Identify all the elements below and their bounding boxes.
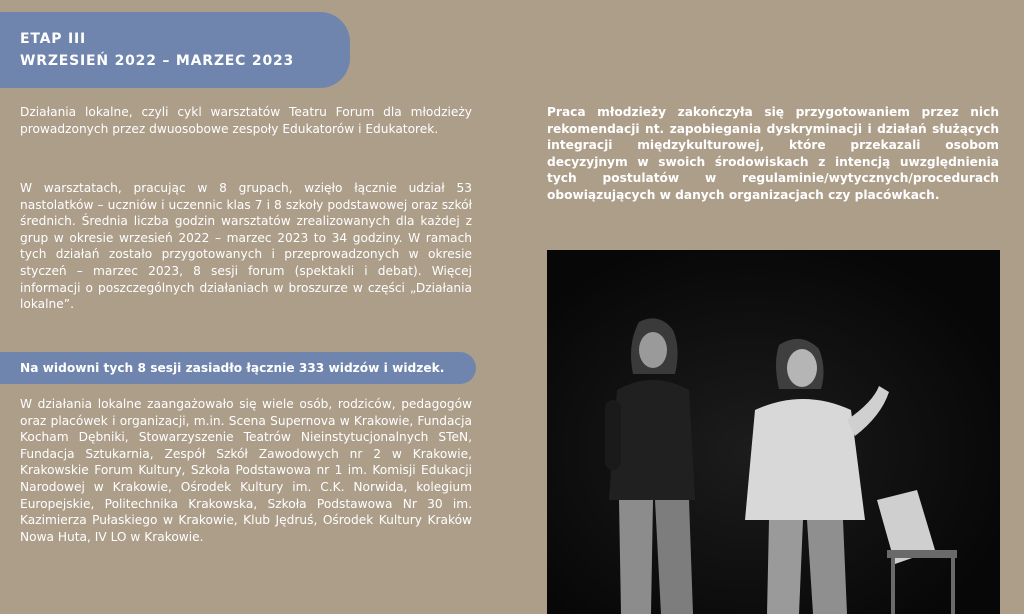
audience-highlight xyxy=(0,352,476,384)
intro-paragraph: Działania lokalne, czyli cykl warsztatów Teatru Forum dla młodzieży prowadzonych przez dwuosobowe zespoły Edukatorów i Edukatorek. xyxy=(20,105,472,136)
theatre-photo xyxy=(547,250,1000,614)
summary-paragraph: Praca młodzieży zakończyła się przygotowaniem przez nich rekomendacji nt. zapobiegania dyskryminacji i działań służących integracji międzykulturowej, które przekazali osobom decyzyjnym w swoich środowiskach z intencją uwzględnienia tych postulatów w regulaminie/wytycznych/procedurach obowiązujących w danych organizacjach czy placówkach. xyxy=(547,105,999,202)
date-range: WRZESIEŃ 2022 – MARZEC 2023 xyxy=(20,53,295,69)
audience-highlight-text: Na widowni tych 8 sesji zasiadło łącznie 333 widzów i widzek. xyxy=(20,361,445,375)
right-column-summary xyxy=(547,104,999,204)
workshops-paragraph: W warsztatach, pracując w 8 grupach, wzięło łącznie udział 53 nastolatków – uczniów i uczennic klas 7 i 8 szkoły podstawowej oraz szkół średnich. Średnia liczba godzin warsztatów zrealizowanych dla każdej z grup w okresie wrzesień 2022 – marzec 2023 to 34 godziny. W ramach tych działań zostało przygotowanych i przeprowadzonych w okresie styczeń – marzec 2023, 8 sesji forum (spektakli i debat). Więcej informacji o poszczególnych działaniach w broszurze w części „Działania lokalne”. xyxy=(20,181,472,312)
left-column-intro xyxy=(20,104,472,137)
stage-label: ETAP III xyxy=(20,31,87,47)
partners-paragraph: W działania lokalne zaangażowało się wiele osób, rodziców, pedagogów oraz placówek i organizacji, m.in. Scena Supernova w Krakowie, Fundacja Kocham Dębniki, Stowarzyszenie Teatrów Nieinstytucjonalnych STeN, Fundacja Sztukarnia, Zespół Szkół Zawodowych nr 2 w Krakowie, Krakowskie Forum Kultury, Szkoła Podstawowa nr 1 im. Komisji Edukacji Narodowej w Krakowie, Ośrodek Kultury im. C.K. Norwida, kolegium Europejskie, Politechnika Krakowska, Szkoła Podstawowa Nr 30 im. Kazimierza Pułaskiego w Krakowie, Klub Jędruś, Ośrodek Kultury Kraków Nowa Huta, IV LO w Krakowie. xyxy=(20,397,472,544)
left-column-partners xyxy=(20,396,472,545)
left-column-workshops xyxy=(20,180,472,313)
photo-illustration xyxy=(547,250,1000,614)
section-header xyxy=(0,12,350,88)
